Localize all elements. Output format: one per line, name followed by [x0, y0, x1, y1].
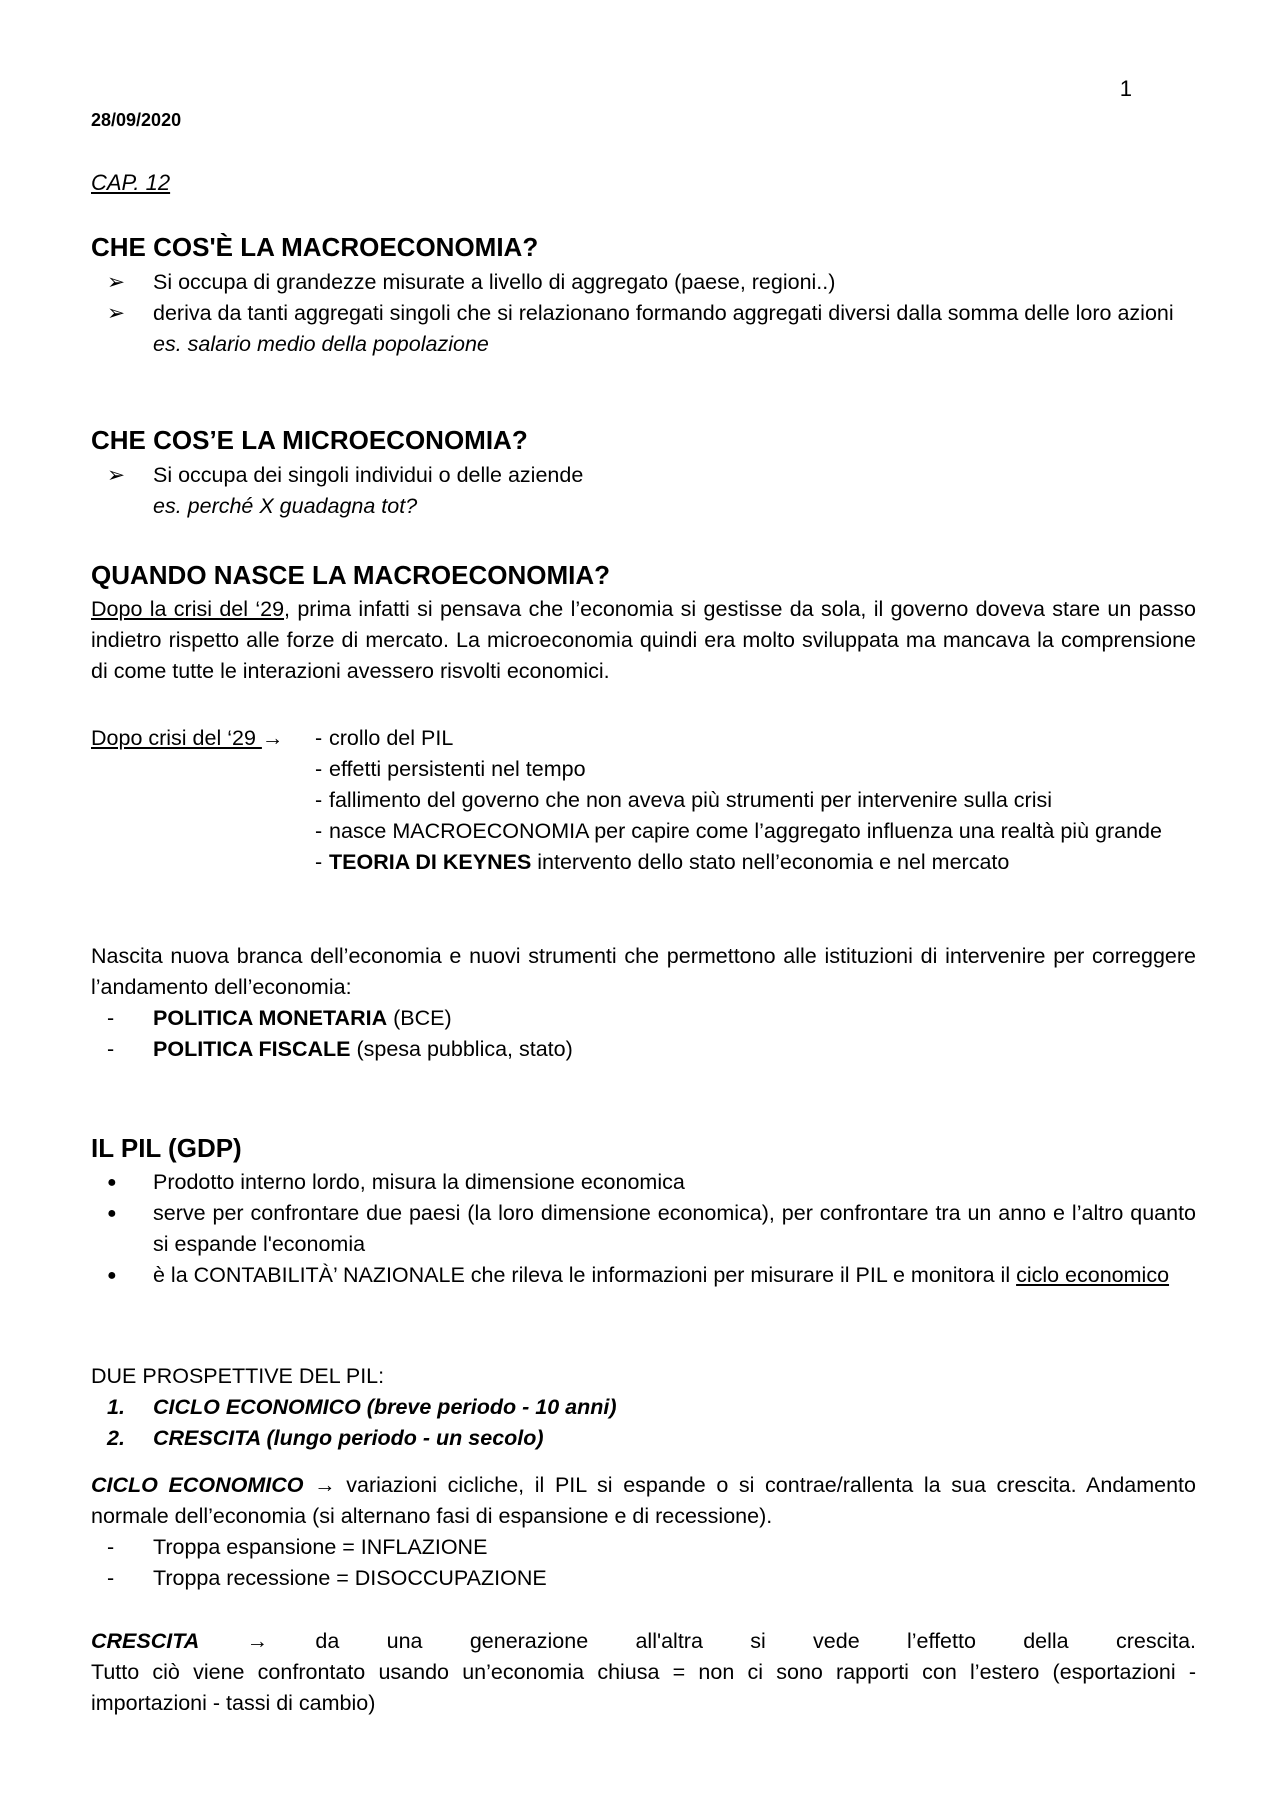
dash-marker: - — [107, 1006, 115, 1030]
heading-macroeconomia: CHE COS'È LA MACROECONOMIA? — [91, 232, 539, 262]
dash-marker: - — [315, 757, 323, 781]
list-item — [91, 1198, 1196, 1260]
dash-marker: - — [315, 850, 323, 874]
list-item-text: nasce MACROECONOMIA per capire come l’aggregato influenza una realtà più grande — [329, 819, 1162, 843]
underlined-text: ciclo economico — [1016, 1263, 1170, 1287]
term-label: CICLO ECONOMICO — [91, 1473, 304, 1497]
list-item — [91, 1034, 1196, 1065]
pil-list — [91, 1167, 1196, 1291]
arrowhead-icon: ➢ — [107, 463, 126, 487]
list-item — [91, 1167, 1196, 1198]
list-item — [91, 1563, 1196, 1594]
list-item — [91, 1423, 1196, 1454]
politiche-list — [91, 1003, 1196, 1065]
list-item-text: Troppa recessione = DISOCCUPAZIONE — [153, 1566, 547, 1590]
dash-marker: - — [107, 1535, 115, 1559]
number-marker: 1. — [107, 1395, 125, 1419]
arrow-icon: → — [261, 726, 284, 750]
list-item — [91, 267, 1196, 298]
ciclo-list — [91, 1532, 1196, 1594]
policy-label: POLITICA FISCALE — [153, 1037, 351, 1061]
dash-marker: - — [107, 1566, 115, 1590]
list-item — [91, 1392, 1196, 1423]
list-item-text: Troppa espansione = INFLAZIONE — [153, 1535, 488, 1559]
list-item — [315, 785, 1196, 816]
paragraph-text: Tutto ciò viene confrontato usando un’economia chiusa = non ci sono rapporti con l’estero (esportazioni - importazioni - tassi di cambio) — [91, 1660, 1196, 1715]
list-item — [91, 460, 1196, 491]
dash-marker: - — [315, 819, 323, 843]
paragraph-nascita: Nascita nuova branca dell’economia e nuovi strumenti che permettono alle istituzioni di intervenire per correggere l’andamento dell’economia: — [91, 944, 1196, 999]
arrowhead-icon: ➢ — [107, 270, 126, 294]
list-item — [315, 847, 1196, 878]
list-item-text: (BCE) — [387, 1006, 452, 1030]
paragraph-crescita — [91, 1626, 1196, 1719]
underlined-text: Dopo crisi del ‘29 — [91, 726, 262, 750]
list-item-text: crollo del PIL — [329, 726, 454, 750]
heading-pil: IL PIL (GDP) — [91, 1133, 242, 1163]
dash-marker: - — [107, 1037, 115, 1061]
underlined-text: Dopo la crisi del ‘29 — [91, 597, 285, 621]
dash-marker: - — [315, 726, 323, 750]
example-text: es. salario medio della popolazione — [153, 332, 489, 356]
dash-marker: - — [315, 788, 323, 812]
list-item — [91, 1532, 1196, 1563]
section-micro-list — [91, 460, 1196, 522]
policy-label: POLITICA MONETARIA — [153, 1006, 388, 1030]
list-item-text: serve per confrontare due paesi (la loro dimensione economica), per confrontare tra un anno e l’altro quanto si espande l'economia — [153, 1201, 1196, 1256]
list-item-text: effetti persistenti nel tempo — [329, 757, 586, 781]
due-prospettive — [91, 1361, 1196, 1454]
list-item-text: deriva da tanti aggregati singoli che si relazionano formando aggregati diversi dalla somma delle loro azioni — [153, 301, 1174, 325]
list-item-text: (spesa pubblica, stato) — [350, 1037, 573, 1061]
paragraph-text: → variazioni cicliche, il PIL si espande o si contrae/rallenta la sua crescita. Andamento normale dell’economia (si alternano fasi di espansione e di recessione). — [91, 1473, 1196, 1528]
heading-quando-nasce: QUANDO NASCE LA MACROECONOMIA? — [91, 560, 611, 590]
paragraph-ciclo — [91, 1470, 1196, 1532]
list-item — [91, 1003, 1196, 1034]
section-macro-list — [91, 267, 1196, 360]
list-item — [91, 1260, 1196, 1291]
paragraph-text: , prima infatti si pensava che l’economia si gestisse da sola, il governo doveva stare un passo indietro rispetto alle forze di mercato. La microeconomia quindi era molto sviluppata ma mancava la comprensione di come tutte le interazioni avessero risvolti economici. — [91, 597, 1196, 683]
subheading: DUE PROSPETTIVE DEL PIL: — [91, 1364, 385, 1388]
heading-microeconomia: CHE COS’E LA MICROECONOMIA? — [91, 425, 528, 455]
chapter-label: CAP. 12 — [91, 170, 171, 195]
arrowhead-icon: ➢ — [107, 301, 126, 325]
list-item-text: CRESCITA (lungo periodo - un secolo) — [153, 1426, 544, 1450]
example-text: es. perché X guadagna tot? — [153, 494, 418, 518]
page-number: 1 — [1119, 76, 1132, 101]
date: 28/09/2020 — [91, 110, 182, 130]
paragraph-text: → da una generazione all'altra si vede l’effetto della crescita. — [199, 1629, 1196, 1653]
list-item — [315, 816, 1196, 847]
list-item — [315, 723, 1196, 754]
list-item-text: Si occupa di grandezze misurate a livello di aggregato (paese, regioni..) — [153, 270, 836, 294]
list-item-text: fallimento del governo che non aveva più strumenti per intervenire sulla crisi — [329, 788, 1053, 812]
bullet-dot-icon: ● — [107, 1174, 117, 1191]
list-item — [91, 298, 1196, 329]
list-item-text: è la CONTABILITÀ’ NAZIONALE che rileva le informazioni per misurare il PIL e monitora il — [153, 1263, 1017, 1287]
term-label: CRESCITA — [91, 1629, 200, 1653]
bullet-dot-icon: ● — [107, 1267, 117, 1284]
bullet-dot-icon: ● — [107, 1205, 117, 1222]
number-marker: 2. — [107, 1426, 125, 1450]
list-item-text: intervento dello stato nell’economia e nel mercato — [531, 850, 1010, 874]
crisi-consequences — [91, 723, 1196, 874]
list-item-text: Si occupa dei singoli individui o delle aziende — [153, 463, 584, 487]
list-item-text: Prodotto interno lordo, misura la dimensione economica — [153, 1170, 685, 1194]
list-item — [315, 754, 1196, 785]
keynes-label: TEORIA DI KEYNES — [329, 850, 532, 874]
list-item-text: CICLO ECONOMICO (breve periodo - 10 anni) — [153, 1395, 617, 1419]
paragraph-crisi — [91, 594, 1196, 687]
